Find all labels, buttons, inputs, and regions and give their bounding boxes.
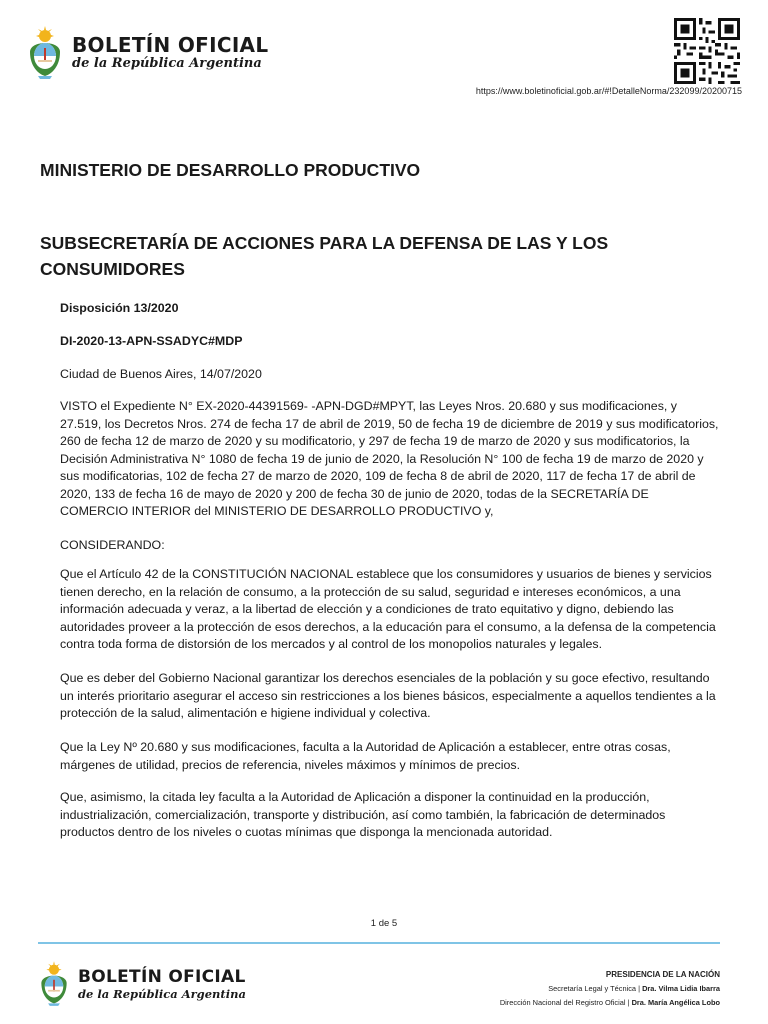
logo-subtitle: de la República Argentina — [72, 56, 262, 71]
legal-secretariat-label: Secretaría Legal y Técnica | — [548, 984, 641, 993]
subsecretaria-heading: SUBSECRETARÍA DE ACCIONES PARA LA DEFENSA DE LAS Y LOS CONSUMIDORES — [40, 233, 609, 279]
document-url: https://www.boletinoficial.gob.ar/#!DetalleNorma/232099/20200715 — [475, 86, 742, 96]
footer-divider — [38, 942, 720, 944]
header-logo — [26, 26, 268, 80]
ministry-heading: MINISTERIO DE DESARROLLO PRODUCTIVO — [40, 160, 421, 180]
registry-name: Dra. María Angélica Lobo — [631, 998, 720, 1007]
legal-secretariat-name: Dra. Vilma Lidia Ibarra — [642, 984, 720, 993]
registry-line — [500, 996, 720, 1010]
city-date: Ciudad de Buenos Aires, 14/07/2020 — [60, 367, 262, 381]
page-number: 1 de 5 — [370, 918, 398, 929]
visto-paragraph: VISTO el Expediente N° EX-2020-44391569- -APN-DGD#MPYT, las Leyes Nros. 20.680 y sus modificaciones, y 27.519, los Decretos Nros. 274 de fecha 17 de abril de 2019, 50 de fecha 19 de diciembre de 2019 y sus modificatorios, 260 de fecha 12 de marzo de 2020 y su modificatorio, y 297 de fecha 19 de marzo de 2020 y sus modificatorios, la Decisión Administrativa N° 1080 de fecha 19 de junio de 2020, la Resolución N° 100 de fecha 19 de marzo de 2020 y sus modificatorias, 102 de fecha 27 de marzo de 2020, 109 de fecha 8 de abril de 2020, 117 de fecha 17 de abril de 2020, 133 de fecha 16 de mayo de 2020 y 200 de fecha 30 de junio de 2020, todas de la SECRETARÍA DE COMERCIO INTERIOR del MINISTERIO DE DESARROLLO PRODUCTIVO y, — [60, 399, 719, 518]
logo-title: BOLETÍN OFICIAL — [72, 33, 269, 57]
footer-logo — [38, 960, 246, 1008]
argentina-coat-of-arms-icon — [38, 960, 70, 1008]
presidency-label: PRESIDENCIA DE LA NACIÓN — [605, 970, 720, 979]
document-id: DI-2020-13-APN-SSADYC#MDP — [60, 334, 243, 348]
registry-label: Dirección Nacional del Registro Oficial | — [499, 998, 630, 1007]
legal-secretariat-line — [500, 982, 720, 996]
considerando-paragraph: Que es deber del Gobierno Nacional garantizar los derechos esenciales de la población y su goce efectivo, resultando un interés prioritario asegurar el acceso sin restricciones a los bienes básicos, especialmente a aquellos tendientes a la protección de la salud, alimentación e higiene individual y colectiva. — [60, 671, 716, 720]
considerando-heading: CONSIDERANDO: — [60, 538, 165, 552]
logo-subtitle: de la República Argentina — [78, 986, 246, 1001]
considerando-paragraph: Que la Ley Nº 20.680 y sus modificaciones, faculta a la Autoridad de Aplicación a establecer, entre otras cosas, márgenes de utilidad, precios de referencia, niveles máximos y mínimos de precios. — [60, 740, 671, 772]
disposicion-number: Disposición 13/2020 — [60, 301, 179, 315]
qr-code-icon — [674, 18, 740, 84]
considerando-paragraph: Que, asimismo, la citada ley faculta a la Autoridad de Aplicación a disponer la continuidad en la producción, industrialización, comercialización, transporte y distribución, así como también, la fabricación de determinados productos dentro de los niveles o cuotas mínimas que disponga la mencionada autoridad. — [60, 790, 666, 839]
footer-credits — [500, 968, 720, 1010]
logo-title: BOLETÍN OFICIAL — [78, 966, 246, 987]
argentina-coat-of-arms-icon — [26, 26, 64, 80]
considerando-paragraph: Que el Artículo 42 de la CONSTITUCIÓN NACIONAL establece que los consumidores y usuarios de bienes y servicios tienen derecho, en la relación de consumo, a la protección de su salud, seguridad e intereses económicos, a una información adecuada y veraz, a la libertad de elección y a condiciones de trato equitativo y digno, debiendo las autoridades proveer a la protección de esos derechos, a la educación para el consumo, a la defensa de la competencia contra toda forma de distorsión de los mercados y al control de los monopolios naturales y legales. — [60, 567, 716, 651]
